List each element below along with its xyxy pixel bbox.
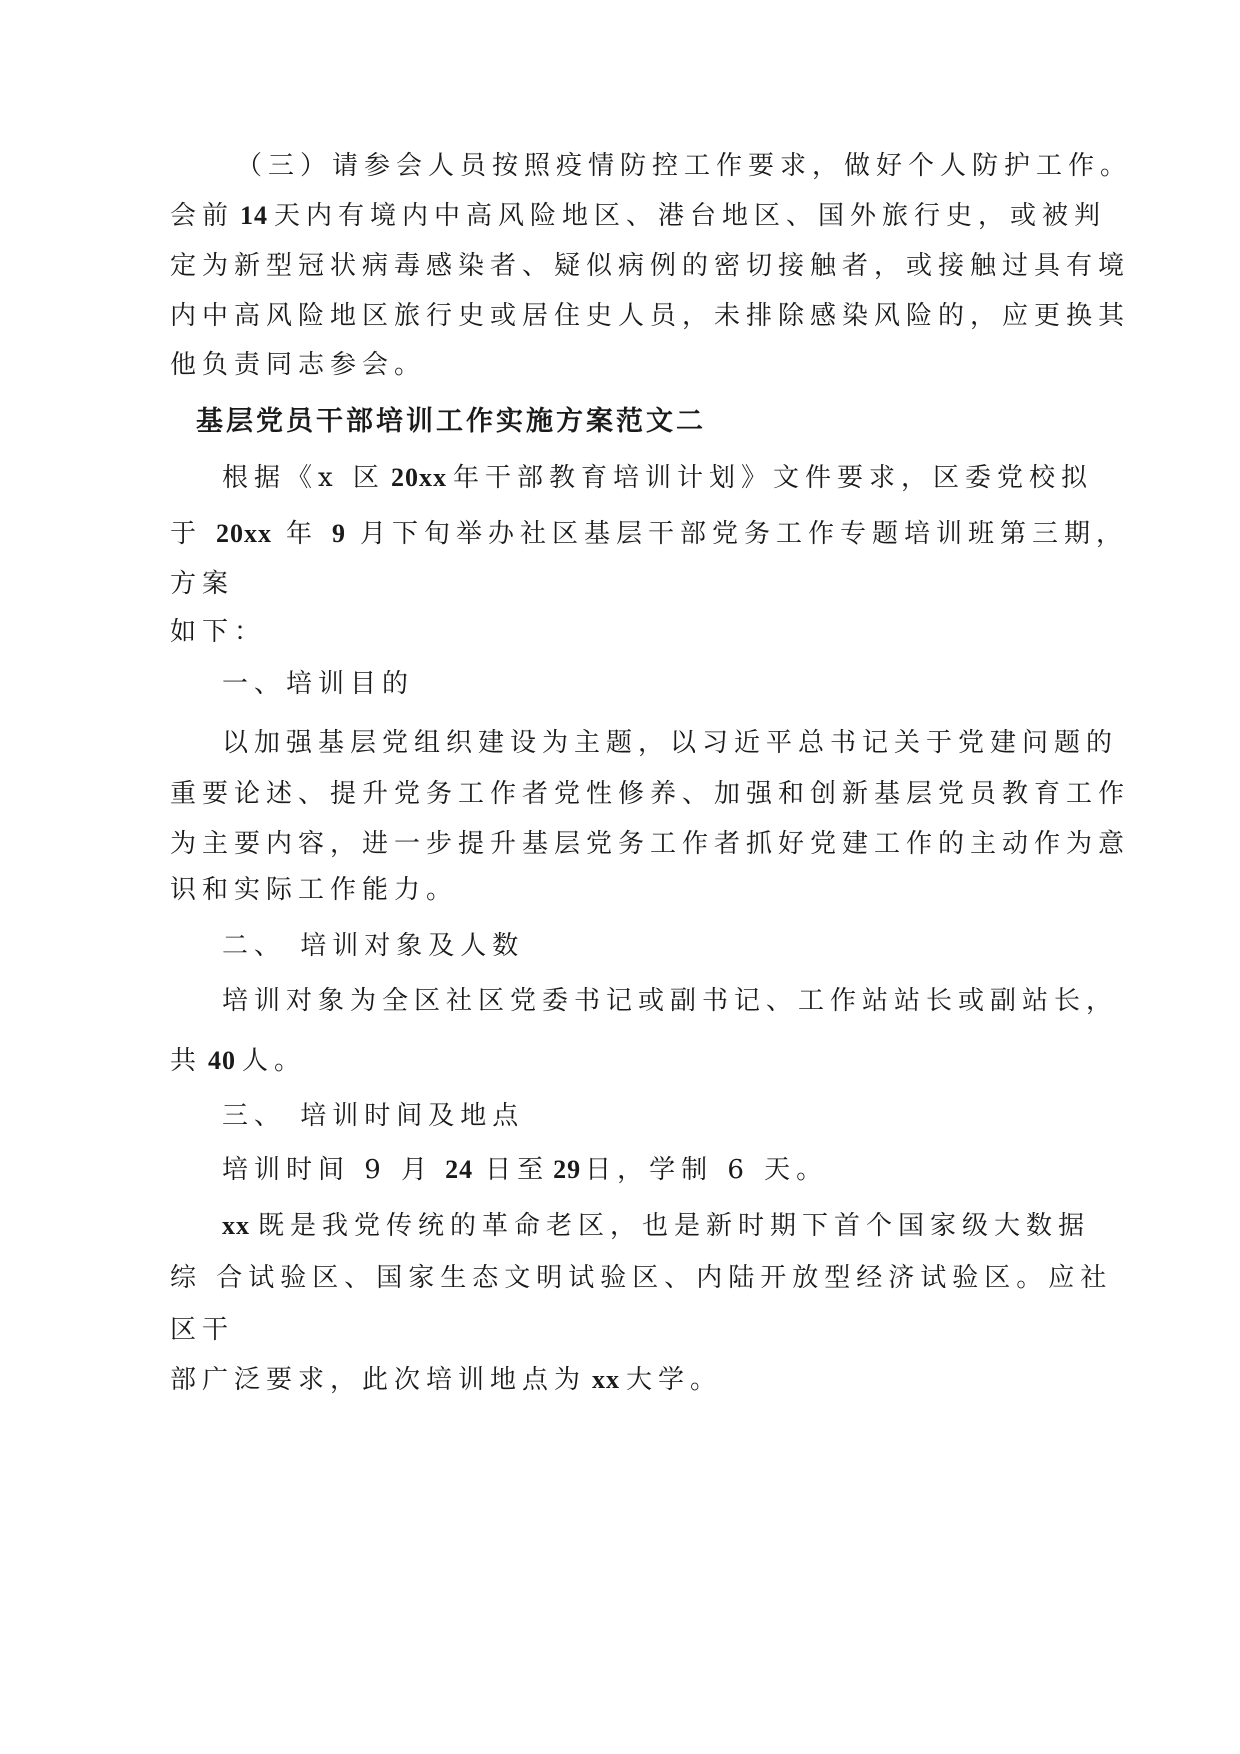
text-line <box>222 725 1118 761</box>
text-line <box>170 1362 722 1398</box>
text-run: 方案 <box>170 569 235 599</box>
text-run: （三）请参会人员按照疫情防控工作要求，做好个人防护工作。 <box>236 151 1133 181</box>
text-line <box>222 1208 1090 1244</box>
number: 24 <box>445 1155 474 1184</box>
section-heading <box>196 404 706 440</box>
abbreviation: xx <box>592 1365 621 1394</box>
text-line <box>236 148 1132 184</box>
abbreviation: xx <box>222 1211 250 1240</box>
number: 20xx <box>390 463 447 492</box>
text-line <box>170 1312 234 1348</box>
text-line <box>170 198 1106 234</box>
text-run: 以加强基层党组织建设为主题，以习近平总书记关于党建问题的 <box>222 728 1119 758</box>
text-run: 综 合试验区、国家生态文明试验区、内陆开放型经济试验区。应社 <box>170 1263 1113 1293</box>
text-run: 识和实际工作能力。 <box>170 875 459 905</box>
text-line <box>170 1043 306 1079</box>
text-run: 他负责同志参会。 <box>170 350 427 380</box>
text-run: 日，学制 6 天。 <box>585 1155 829 1185</box>
text-run: 年干部教育培训计划》文件要求，区委党校拟 <box>452 463 1093 493</box>
text-line <box>170 826 1130 862</box>
section-title <box>222 1098 524 1134</box>
text-line <box>170 872 458 908</box>
text-run: 共 <box>170 1046 203 1076</box>
text-line <box>170 298 1130 334</box>
text-run: 会前 <box>170 201 235 231</box>
number: 29 <box>553 1155 582 1184</box>
section-title <box>222 928 524 964</box>
number: 40 <box>208 1046 237 1075</box>
text-run: 大学。 <box>626 1365 723 1395</box>
text-run: 一、培训目的 <box>222 669 415 699</box>
text-run: 内中高风险地区旅行史或居住史人员，未排除感染风险的，应更换其 <box>170 301 1131 331</box>
text-run: 于 <box>170 519 203 549</box>
text-line <box>170 614 266 650</box>
heading-text: 基层党员干部培训工作实施方案范文二 <box>196 406 706 437</box>
text-run: 日至 <box>485 1155 550 1185</box>
text-run: 根据《x 区 <box>222 463 385 493</box>
number: 14 <box>240 201 269 230</box>
text-run: 为主要内容，进一步提升基层党务工作者抓好党建工作的主动作为意 <box>170 829 1131 859</box>
text-line <box>170 566 234 602</box>
text-line <box>222 983 1118 1019</box>
number: 9 <box>332 519 347 548</box>
number: 20xx <box>216 519 273 548</box>
text-line <box>170 516 1128 552</box>
text-run: 二、 培训对象及人数 <box>222 931 525 961</box>
text-line <box>170 1260 1112 1296</box>
text-run: 三、 培训时间及地点 <box>222 1101 525 1131</box>
text-line <box>222 1152 828 1188</box>
text-run: 培训时间 9 月 <box>222 1155 434 1185</box>
text-line <box>222 460 1093 496</box>
text-run: 人。 <box>242 1046 307 1076</box>
text-run: 月下旬举办社区基层干部党务工作专题培训班第三期， <box>360 519 1129 549</box>
section-title <box>222 666 414 702</box>
text-run: 天内有境内中高风险地区、港台地区、国外旅行史，或被判 <box>274 201 1107 231</box>
text-run: 定为新型冠状病毒感染者、疑似病例的密切接触者，或接触过具有境 <box>170 251 1131 281</box>
text-run: 如下： <box>170 617 267 647</box>
text-run: 既是我党传统的革命老区，也是新时期下首个国家级大数据 <box>258 1211 1091 1241</box>
text-run: 重要论述、提升党务工作者党性修养、加强和创新基层党员教育工作 <box>170 779 1131 809</box>
text-line <box>170 248 1130 284</box>
text-run: 年 <box>286 519 319 549</box>
text-line <box>170 347 426 383</box>
text-run: 部广泛要求，此次培训地点为 <box>170 1365 587 1395</box>
text-line <box>170 776 1130 812</box>
text-run: 培训对象为全区社区党委书记或副书记、工作站站长或副站长， <box>222 986 1119 1016</box>
text-run: 区干 <box>170 1315 235 1345</box>
